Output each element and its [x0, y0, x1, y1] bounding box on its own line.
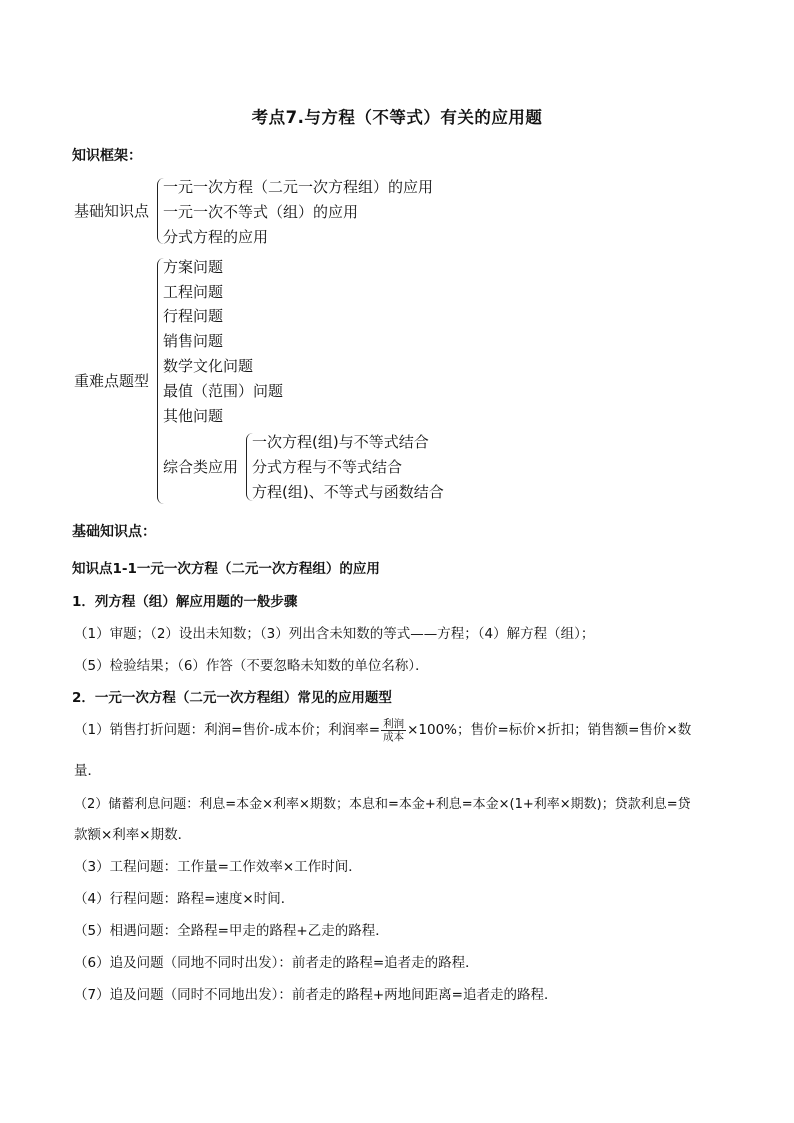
profit-rate-fraction: [381, 718, 406, 743]
savings-line: （2）储蓄利息问题：利息=本金×利率×期数；本息和=本金+利息=本金×(1+利率×期数)；贷款利息=贷: [74, 797, 691, 812]
sales-text-a: （1）销售打折问题：利润=售价-成本价；利润率=: [74, 722, 381, 738]
steps-line-2: （5）检验结果；（6）作答（不要忽略未知数的单位名称）．: [74, 658, 429, 674]
tree-composite-item: 分式方程与不等式结合: [252, 458, 403, 476]
fraction-numerator: 利润: [383, 717, 405, 730]
tree-key-item: 其他问题: [163, 407, 224, 425]
savings-line-cont: 款额×利率×期数．: [74, 827, 192, 843]
tree-composite-item: 一次方程(组)与不等式结合: [252, 433, 429, 451]
tree-basic-item: 一元一次不等式（组）的应用: [163, 203, 359, 221]
tree-key-item: 方案问题: [163, 258, 224, 276]
sales-line: [74, 714, 691, 746]
tree-composite-item: 方程(组)、不等式与函数结合: [252, 483, 444, 501]
tree-key-item: 销售问题: [163, 332, 224, 350]
fraction-denominator: 成本: [383, 730, 405, 743]
sales-line-cont: 量．: [74, 763, 101, 779]
knowledge-point-title: 知识点1-1一元一次方程（二元一次方程组）的应用: [72, 561, 380, 577]
chase-problem-1: （6）追及问题（同地不同时出发）：前者走的路程=追者走的路程．: [74, 955, 479, 971]
framework-heading: 知识框架：: [72, 148, 142, 164]
page-title: 考点7.与方程（不等式）有关的应用题: [251, 108, 543, 127]
work-problem: （3）工程问题：工作量=工作效率×工作时间．: [74, 859, 362, 875]
tree-key-item: 最值（范围）问题: [163, 382, 284, 400]
chase-problem-2: （7）追及问题（同时不同地出发）：前者走的路程+两地间距离=追者走的路程．: [74, 987, 558, 1003]
tree-basic-item: 一元一次方程（二元一次方程组）的应用: [163, 178, 434, 196]
tree-key-item: 数学文化问题: [163, 357, 254, 375]
tree-basic-item: 分式方程的应用: [163, 228, 269, 246]
meeting-problem: （5）相遇问题：全路程=甲走的路程+乙走的路程．: [74, 923, 389, 939]
tree-key-label: 重难点题型: [74, 372, 150, 390]
travel-problem: （4）行程问题：路程=速度×时间．: [74, 891, 295, 907]
tree-basic-label: 基础知识点: [74, 202, 150, 220]
sales-text-b: ×100%；售价=标价×折扣；销售额=售价×数: [407, 722, 692, 738]
tree-key-item: 工程问题: [163, 283, 224, 301]
section-1-title: 1．列方程（组）解应用题的一般步骤: [72, 594, 298, 610]
tree-composite-label: 综合类应用: [163, 458, 239, 476]
steps-line-1: （1）审题；（2）设出未知数；（3）列出含未知数的等式——方程；（4）解方程（组）；: [74, 626, 595, 642]
section-2-title: 2．一元一次方程（二元一次方程组）常见的应用题型: [72, 690, 392, 706]
basics-heading: 基础知识点：: [72, 524, 156, 540]
tree-key-item: 行程问题: [163, 307, 224, 325]
